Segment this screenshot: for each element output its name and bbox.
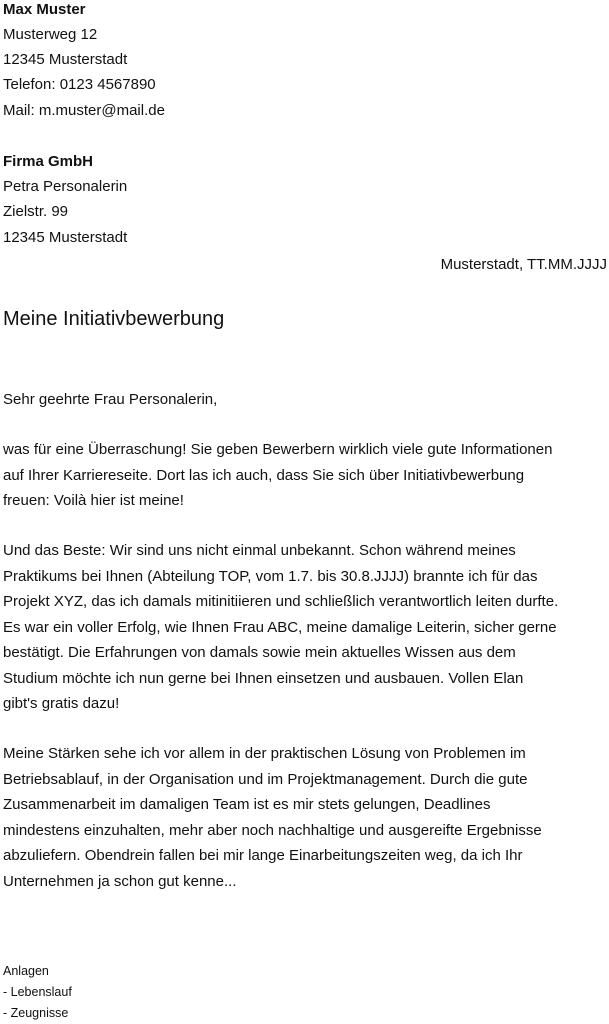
- sender-mail: Mail: m.muster@mail.de: [3, 102, 165, 119]
- paragraph-line: Projekt XYZ, das ich damals mitinitiieren und schließlich verantwortlich leiten durfte.: [3, 593, 559, 610]
- paragraph-line: Praktikums bei Ihnen (Abteilung TOP, vom 1.7. bis 30.8.JJJJ) brannte ich für das: [3, 567, 538, 585]
- paragraph-line: abzuliefern. Obendrein fallen bei mir lange Einarbeitungszeiten weg, da ich Ihr: [3, 847, 523, 864]
- attachments-heading: Anlagen: [3, 964, 49, 978]
- paragraph-line: bestätigt. Die Erfahrungen von damals sowie mein aktuelles Wissen aus dem: [3, 644, 516, 661]
- paragraph-2: [3, 538, 609, 717]
- paragraph-line: Meine Stärken sehe ich vor allem in der praktischen Lösung von Problemen im: [3, 745, 526, 762]
- attachment-item: - Lebenslauf: [3, 985, 72, 999]
- salutation: Sehr geehrte Frau Personalerin,: [3, 391, 218, 408]
- paragraph-line: Zusammenarbeit im damaligen Team ist es mir stets gelungen, Deadlines: [3, 796, 491, 813]
- sender-name: Max Muster: [3, 1, 86, 18]
- recipient-street: Zielstr. 99: [3, 203, 69, 220]
- paragraph-3: [3, 741, 609, 894]
- sender-street: Musterweg 12: [3, 26, 98, 43]
- paragraph-line: freuen: Voilà hier ist meine!: [3, 492, 184, 509]
- paragraph-line: Unternehmen ja schon gut kenne...: [3, 872, 237, 890]
- paragraph-line: Betriebsablauf, in der Organisation und im Projektmanagement. Durch die gute: [3, 770, 528, 788]
- paragraph-line: gibt's gratis dazu!: [3, 695, 120, 712]
- paragraph-line: Studium möchte ich nun gerne bei Ihnen einsetzen und ausbauen. Vollen Elan: [3, 669, 524, 687]
- paragraph-line: was für eine Überraschung! Sie geben Bewerbern wirklich viele gute Informationen: [3, 441, 553, 458]
- attachment-item: - Zeugnisse: [3, 1006, 69, 1020]
- sender-phone: Telefon: 0123 4567890: [3, 76, 156, 93]
- paragraph-line: Und das Beste: Wir sind uns nicht einmal unbekannt. Schon während meines: [3, 542, 516, 559]
- recipient-contact: Petra Personalerin: [3, 178, 128, 195]
- letter-subject: Meine Initiativbewerbung: [3, 308, 225, 330]
- paragraph-1: [3, 437, 609, 514]
- paragraph-line: mindestens einzuhalten, mehr aber noch nachhaltige und ausgereifte Ergebnisse: [3, 821, 542, 839]
- sender-city: 12345 Musterstadt: [3, 51, 128, 68]
- recipient-city: 12345 Musterstadt: [3, 229, 128, 246]
- paragraph-line: auf Ihrer Karriereseite. Dort las ich auch, dass Sie sich über Initiativbewerbung: [3, 466, 525, 484]
- place-date: Musterstadt, TT.MM.JJJJ: [440, 256, 607, 273]
- paragraph-line: Es war ein voller Erfolg, wie Ihnen Frau ABC, meine damalige Leiterin, sicher gerne: [3, 618, 557, 636]
- recipient-company: Firma GmbH: [3, 153, 94, 170]
